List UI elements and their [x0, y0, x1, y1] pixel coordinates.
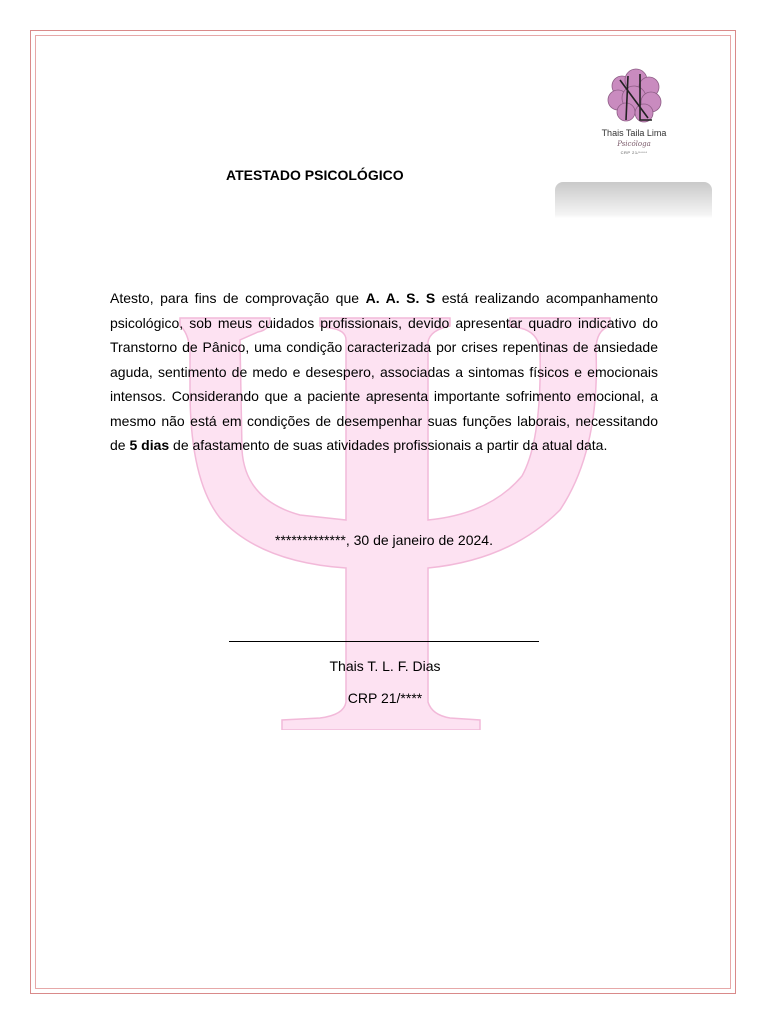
body-part-1: Atesto, para fins de comprovação que	[110, 290, 366, 306]
patient-initials: A. A. S. S	[365, 290, 436, 306]
header-gray-bar	[555, 182, 712, 218]
signature-line	[229, 641, 539, 642]
date-line: *************, 30 de janeiro de 2024.	[275, 532, 493, 548]
document-title: ATESTADO PSICOLÓGICO	[226, 167, 404, 183]
body-part-3: de afastamento de suas atividades profissionais a partir da atual data.	[169, 437, 608, 453]
logo-crp: CRP 21/****	[620, 150, 648, 155]
signatory-name: Thais T. L. F. Dias	[329, 658, 441, 674]
signatory-crp: CRP 21/****	[347, 690, 423, 706]
leave-days: 5 dias	[129, 437, 170, 453]
logo-name: Thais Taila Lima	[601, 128, 667, 138]
certificate-body	[110, 286, 658, 458]
body-part-2: está realizando acompanhamento psicológico, sob meus cuidados profissionais, devido apresentar quadro indicativo do Transtorno de Pânico, uma condição caracterizada por crises repentinas de ansiedade aguda, sentimento de medo e desespero, associadas a sintomas físicos e emocionais intensos. Considerando que a paciente apresenta importante sofrimento emocional, a mesmo não está em condições de desempenhar suas funções laborais, necessitando de	[110, 290, 658, 453]
logo-subtitle: Psicóloga	[617, 140, 651, 148]
